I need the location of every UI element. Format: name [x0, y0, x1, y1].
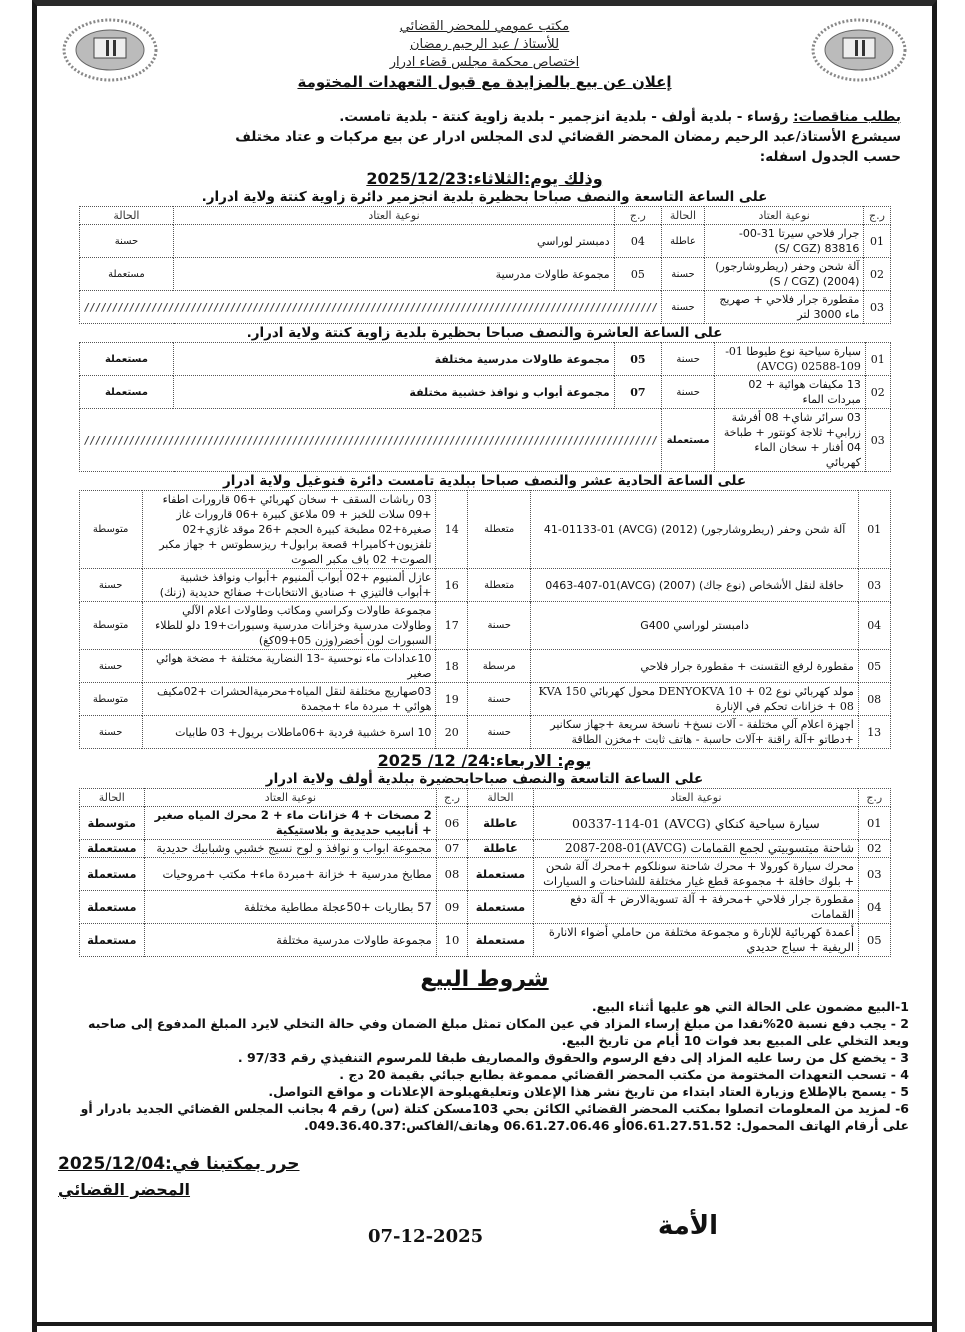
item-number: 14 — [436, 491, 468, 569]
item-description: حافلة لنقل الأشخاص (نوع جاك) (2007) (AVCG)0463-407-01 — [531, 569, 859, 602]
item-number: 05 — [614, 258, 661, 291]
item-state: حسنة — [468, 683, 531, 716]
col-type: نوعية العتاد — [145, 789, 437, 807]
session1-table — [79, 206, 891, 324]
item-number: 02 — [859, 840, 890, 858]
item-number: 18 — [436, 650, 468, 683]
item-state: حسنة — [662, 343, 715, 376]
item-number: 16 — [436, 569, 468, 602]
item-description: 57 بطاريات +50عجلة مطاطية مختلفة — [145, 891, 437, 924]
item-number: 01 — [865, 343, 890, 376]
item-description: مجموعة طاولات مدرسية — [174, 258, 614, 291]
intro-label: بطلب مناقصات: — [793, 109, 901, 125]
item-description: آلة شحن وحفر (ريطروشارجور) (2012) (AVCG) 41-01133-01 — [531, 491, 859, 569]
item-state: مستعملة — [662, 409, 715, 472]
item-number: 19 — [436, 683, 468, 716]
item-state: حسنة — [468, 602, 531, 650]
table-row — [79, 650, 890, 683]
item-description: مجموعة طاولات مدرسية مختلفة — [145, 924, 437, 957]
item-state: متوسطة — [79, 491, 142, 569]
condition-item: 4 - تسحب التعهدات المختومة من مكتب المحضر القضائي ممموغة بطابع جبائي بقيمة 20 دج . — [339, 1067, 909, 1082]
item-description: مجموعة ابواب و نوافذ و لوح نسيج خشبي وشبابيك حديدية — [145, 840, 437, 858]
item-number: 05 — [858, 650, 890, 683]
table-header-row — [79, 207, 890, 225]
item-number: 03 — [865, 409, 890, 472]
item-state: مستعملة — [79, 891, 145, 924]
table-row — [79, 840, 890, 858]
bailiff-name: للأستاذ / عبد الرحيم رمضان — [409, 37, 560, 52]
item-number: 20 — [436, 716, 468, 749]
empty-hatch: ////////////////////////////////////////////////////////////////////////////////////////////////////// — [79, 291, 662, 324]
col-num: ر.ج — [614, 207, 661, 225]
col-state: الحالة — [79, 207, 174, 225]
session3-title: على الساعة الحادية عشر والنصف صباحا ببلدية تامست دائرة فنوغيل ولاية ادرار — [222, 473, 747, 489]
item-state: عاطلة — [468, 807, 534, 840]
condition-item: 3 - يخضع كل من رسا عليه المزاد إلى دفع الرسوم والحقوق والمصاريف طبقا للمرسوم التنفيذي رقم 97/33 . — [237, 1050, 909, 1065]
item-description: دمبستر لوراسي — [174, 225, 614, 258]
item-state: مستعملة — [468, 858, 534, 891]
table-row — [79, 225, 890, 258]
item-description: مقطورة جرار فلاحي + صهريج ماء 3000 لتر — [704, 291, 864, 324]
item-state: مستعملة — [79, 376, 174, 409]
table-row — [79, 491, 890, 569]
table-row — [79, 716, 890, 749]
item-state: متعطلة — [468, 491, 531, 569]
item-state: متوسطة — [79, 683, 142, 716]
item-number: 03 — [858, 569, 890, 602]
item-description: أعمدة كهربائية للإنارة و مجموعة مختلفة من حاملي أضواء الانارة الريفية + سياج حديدي — [533, 924, 858, 957]
item-number: 06 — [436, 807, 467, 840]
item-state: مرسطة — [468, 650, 531, 683]
item-state: متوسطة — [79, 602, 142, 650]
item-state: حسنة — [662, 258, 705, 291]
item-number: 02 — [865, 376, 890, 409]
item-description: شاحنة ميتسوبيتي لجمع القمامات (AVCG)2087-208-01 — [533, 840, 858, 858]
table-header-row — [79, 789, 890, 807]
session4-table — [79, 788, 891, 957]
table-row — [79, 807, 890, 840]
table-row — [79, 258, 890, 291]
table-row — [79, 569, 890, 602]
table-row — [79, 924, 890, 957]
item-state: حسنة — [662, 291, 705, 324]
item-description: 10عدادات ماء نوحسية -13 النضارية مختلفة + مضخة هوائي صغير — [142, 650, 436, 683]
session1-title: على الساعة التاسعة والنصف صباحا بحظيرة بلدية انجزمير دائرة زاوية كنتة ولاية ادرار. — [201, 189, 768, 205]
item-description: آلة شحن وحفر (ريطروشارجور) (2004) (S / CGZ) — [704, 258, 864, 291]
table-row — [79, 376, 890, 409]
item-description: 2 مصخات + 4 خزانات ماء + 2 محرك المياه صغير + أنابيب حديدية و بلاستيكية — [145, 807, 437, 840]
session4-title: على الساعة التاسعة والنصف صباحابحضيرة ببلدية أولف ولاية ادرار — [265, 771, 704, 787]
table-row — [79, 891, 890, 924]
table-row — [79, 858, 890, 891]
item-number: 01 — [858, 491, 890, 569]
item-state: متعطلة — [468, 569, 531, 602]
session3-table — [79, 490, 891, 749]
col-state: الحالة — [79, 789, 145, 807]
signed-date: حرر بمكتبنا في:2025/12/04 — [58, 1154, 300, 1174]
item-description: مقطورة جرار فلاحي +محرفة + آلة تسويةالارض + آلة دفع القمامات — [533, 891, 858, 924]
item-description: 03صهاريج مختلفة لنقل المياه+محرميةالحشرات +02مكيف هوائي + مبردة ماء +مجمدة — [142, 683, 436, 716]
item-description: اجهزة اعلام آلي مختلفة - آلات نسخ+ ناسخة سريعة +جهاز سكانير +دطاتو +آلة راقنة +آلات حاسبة - هاتف ثابت +مخزن الطاقة — [531, 716, 859, 749]
condition-item: 1-البيع مضمون على الحالة التي هو عليها أثناء البيع. — [591, 999, 909, 1014]
item-number: 02 — [864, 258, 890, 291]
item-state: حسنة — [468, 716, 531, 749]
footer — [38, 1134, 931, 1247]
day2-heading: يوم: الاربعاء:24/ 12/ 2025 — [377, 751, 592, 770]
item-number: 10 — [436, 924, 467, 957]
item-state: مستعملة — [79, 858, 145, 891]
condition-item: 6- لمزيد من المعلومات اتصلوا بمكتب المحضر القضائي الكائن بحي 103مسكن كتلة (س) رقم 4 بجانب المجلس القضائي الجديد بادرار أو على أرقام الهاتف المحمول: 06.61.27.51.52أو 06.61.27.06.46 وهاتف/الفاكس:049.36.40.37. — [80, 1101, 909, 1133]
item-state: مستعملة — [79, 840, 145, 858]
newspaper-logo: الأمة — [657, 1211, 719, 1241]
publication-date: 07-12-2025 — [368, 1226, 484, 1247]
item-state: مستعملة — [79, 258, 174, 291]
item-state: حسنة — [662, 376, 715, 409]
item-state: حسنة — [79, 569, 142, 602]
item-state: مستعملة — [79, 343, 174, 376]
item-number: 03 — [859, 858, 890, 891]
item-description: مقطورة لرفع التقسنت + مقطورة جرار فلاحي — [531, 650, 859, 683]
col-type: نوعية العتاد — [704, 207, 864, 225]
jurisdiction: اختصاص محكمة مجلس قضاء ادرار — [389, 55, 580, 70]
day1-heading: وذلك يوم:الثلاثاء:2025/12/23 — [366, 169, 603, 188]
col-num: ر.ج — [864, 207, 890, 225]
intro-line2: سيشرع الأستاذ/عبد الرحيم رمضان المحضر القضائي لدى المجلس ادرار عن بيع مركبات و عتاد مختلف — [235, 129, 901, 145]
session2-table — [79, 342, 891, 472]
item-number: 07 — [436, 840, 467, 858]
announcement-page — [38, 6, 931, 1247]
item-description: دامبستر لوراسي G400 — [531, 602, 859, 650]
col-type: نوعية العتاد — [533, 789, 858, 807]
col-type: نوعية العتاد — [174, 207, 614, 225]
item-number: 13 — [858, 716, 890, 749]
item-description: 10 اسرة خشبية فردية +06ماطلات بريول+ 03 طابيات — [142, 716, 436, 749]
header — [38, 6, 931, 101]
item-number: 01 — [859, 807, 890, 840]
item-state: مستعملة — [468, 924, 534, 957]
item-number: 05 — [614, 343, 661, 376]
col-num: ر.ج — [436, 789, 467, 807]
item-state: متوسطة — [79, 807, 145, 840]
table-row — [79, 602, 890, 650]
table-row — [79, 291, 890, 324]
item-number: 09 — [436, 891, 467, 924]
intro-line3: حسب الجدول اسفله: — [759, 149, 901, 165]
intro-line1: رؤساء - بلدية أولف - بلدية انزجمير - بلدية زاوية كنتة - بلدية تامست. — [339, 109, 789, 125]
session2-title: على الساعة العاشرة والنصف صباحا بحظيرة بلدية زاوية كنتة ولاية ادرار. — [246, 325, 723, 341]
col-num: ر.ج — [859, 789, 890, 807]
item-description: محرك سيارة كورولا + محرك شاحنة سونلكوم +محرك آلة شحن + بلوك حافلة + مجموعة قطع غيار مختلفة للشاحنات و السيارات — [533, 858, 858, 891]
item-number: 04 — [859, 891, 890, 924]
table-row — [79, 683, 890, 716]
col-state: الحالة — [468, 789, 534, 807]
item-description: 13 مكيفات هوائية + 02 مبردات الماء — [715, 376, 866, 409]
item-description: مطابخ مدرسية + خزانة +مبردة ماء+ مكتب +مروحيات — [145, 858, 437, 891]
bottom-rule — [32, 1322, 937, 1326]
item-description: مولد كهربائي نوع DENYOKVA 10 + 02 محول كهربائي KVA 150 + 08 خزانات تحكم في الإنارة — [531, 683, 859, 716]
table-row — [79, 343, 890, 376]
item-state: عاطلة — [662, 225, 705, 258]
office-name: مكتب عمومي للمحضر القضائي — [399, 19, 570, 34]
item-number: 01 — [864, 225, 890, 258]
item-number: 08 — [436, 858, 467, 891]
item-number: 04 — [614, 225, 661, 258]
conditions-list — [38, 998, 931, 1134]
item-description: مجموعة طاولات وكراسي ومكاتب وطاولات اعلام الآلي وطاولات مدرسية وخزانات مدرسية وسبورات+19 دلو للطلاء السبورات لون أخضر(وزن 05+09كغ) — [142, 602, 436, 650]
item-number: 05 — [859, 924, 890, 957]
item-number: 08 — [858, 683, 890, 716]
announcement-title: إعلان عن بيع بالمزايدة مع قبول التعهدات المختومة — [297, 73, 672, 91]
condition-item: 2 - يجب دفع نسبة 20%نقدا من مبلغ إرساء المزاد في عين المكان تمثل مبلغ الضمان وفي حالة التخلي لايرد المبلغ المدفوع إلى صاحبه ويعد التخلي على المبيع بعد فوات 10 أيام من تاريخ البيع. — [88, 1016, 909, 1048]
bailiff-signature: المحضر القضائي — [58, 1180, 191, 1199]
condition-item: 5 - يسمح بالإطلاع وزيارة العتاد ابتداء من تاريخ نشر هذا الإعلان وتعليقهبلوحة الإعلانات و مواقع التواصل. — [268, 1084, 909, 1099]
item-description: مجموعة طاولات مدرسية مختلفة — [174, 343, 614, 376]
item-description: 03 رباشات السقف + سخان كهربائي +06 قارورات اطفاء +09 سلات للخبز + 09 ملاعق كبيرة +06 قارورات غاز صغيرة+02 مطبخة كبيرة الحجم +26 موقد غازي+02 تلفزيون+كاميرا+ قصعة برابول+ ريزسطوتس + جهاز مكبر الصوت+ 02 باف مكبر الصوت — [142, 491, 436, 569]
item-description: سيارة سياحية كنكاي (AVCG) 00337-114-01 — [533, 807, 858, 840]
intro — [38, 101, 931, 167]
empty-hatch: ////////////////////////////////////////////////////////////////////////////////////////////////////// — [79, 409, 662, 472]
item-state: مستعملة — [79, 924, 145, 957]
item-number: 04 — [858, 602, 890, 650]
item-number: 17 — [436, 602, 468, 650]
item-state: حسنة — [79, 225, 174, 258]
item-description: عازل ألمنيوم +02 أبواب ألمنيوم +أبواب ونوافذ خشبية +أبواب فالتيزي + صناديق الانتخابات+ صفائح حديدية (زنك) — [142, 569, 436, 602]
item-description: جرار فلاحي سيرتا 31-00-83816 (S/ CGZ) — [704, 225, 864, 258]
conditions-title: شروط البيع — [420, 967, 549, 992]
item-number: 07 — [614, 376, 661, 409]
item-description: 03 سرائر شاي+ 08 أفرشة زرابي+ ثلاجة كونتور + طباخة 04 أفنار + سخان الماء كهربائي — [715, 409, 866, 472]
item-state: حسنة — [79, 650, 142, 683]
table-row — [79, 409, 890, 472]
item-state: حسنة — [79, 716, 142, 749]
item-state: عاطلة — [468, 840, 534, 858]
item-description: سيارة سياحية نوع طيوطا 01-109-02588 (AVCG) — [715, 343, 866, 376]
item-description: مجموعة أبواب و نوافذ خشبية مختلفة — [174, 376, 614, 409]
col-state: الحالة — [662, 207, 705, 225]
item-number: 03 — [864, 291, 890, 324]
item-state: مستعملة — [468, 891, 534, 924]
